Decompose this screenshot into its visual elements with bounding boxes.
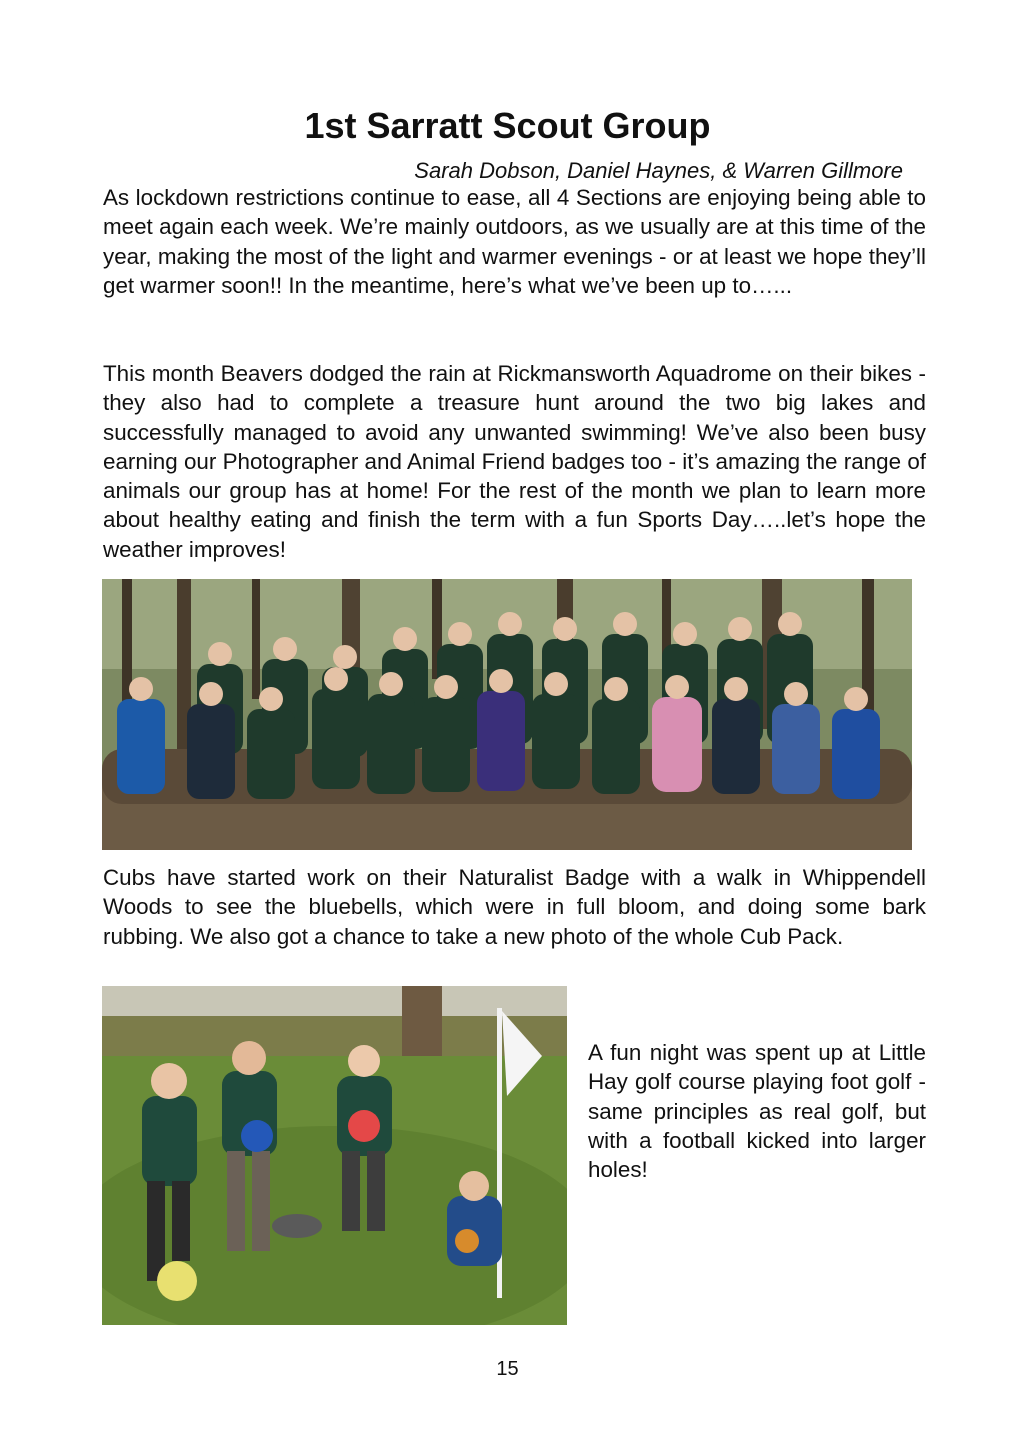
golf-paragraph: A fun night was spent up at Little Hay golf course playing foot golf - same principles as real golf, but with a football kicked into larger holes! xyxy=(588,1040,926,1183)
page-number: 15 xyxy=(496,1358,519,1380)
page-title: 1st Sarratt Scout Group xyxy=(304,105,711,146)
foot-golf-photo xyxy=(102,986,567,1325)
cubs-paragraph: Cubs have started work on their Naturalist Badge with a walk in Whippendell Woods to see the bluebells, which were in full bloom, and doing some bark rubbing. We also got a chance to take a new photo of the whole Cub Pack. xyxy=(103,865,926,949)
beavers-paragraph: This month Beavers dodged the rain at Rickmansworth Aquadrome on their bikes - they also had to complete a treasure hunt around the two big lakes and successfully managed to avoid any unwanted swimming! We’ve also been busy earning our Photographer and Animal Friend badges too - it’s amazing the range of animals our group has at home! For the rest of the month we plan to learn more about healthy eating and finish the term with a fun Sports Day…..let’s hope the weather improves! xyxy=(103,361,926,562)
cub-pack-photo xyxy=(102,579,912,850)
intro-paragraph: As lockdown restrictions continue to ease, all 4 Sections are enjoying being able to meet again each week. We’re mainly outdoors, as we usually are at this time of the year, making the most of the light and warmer evenings - or at least we hope they’ll get warmer soon!! In the meantime, here’s what we’ve been up to…... xyxy=(103,185,926,298)
authors-byline: Sarah Dobson, Daniel Haynes, & Warren Gillmore xyxy=(414,158,903,183)
